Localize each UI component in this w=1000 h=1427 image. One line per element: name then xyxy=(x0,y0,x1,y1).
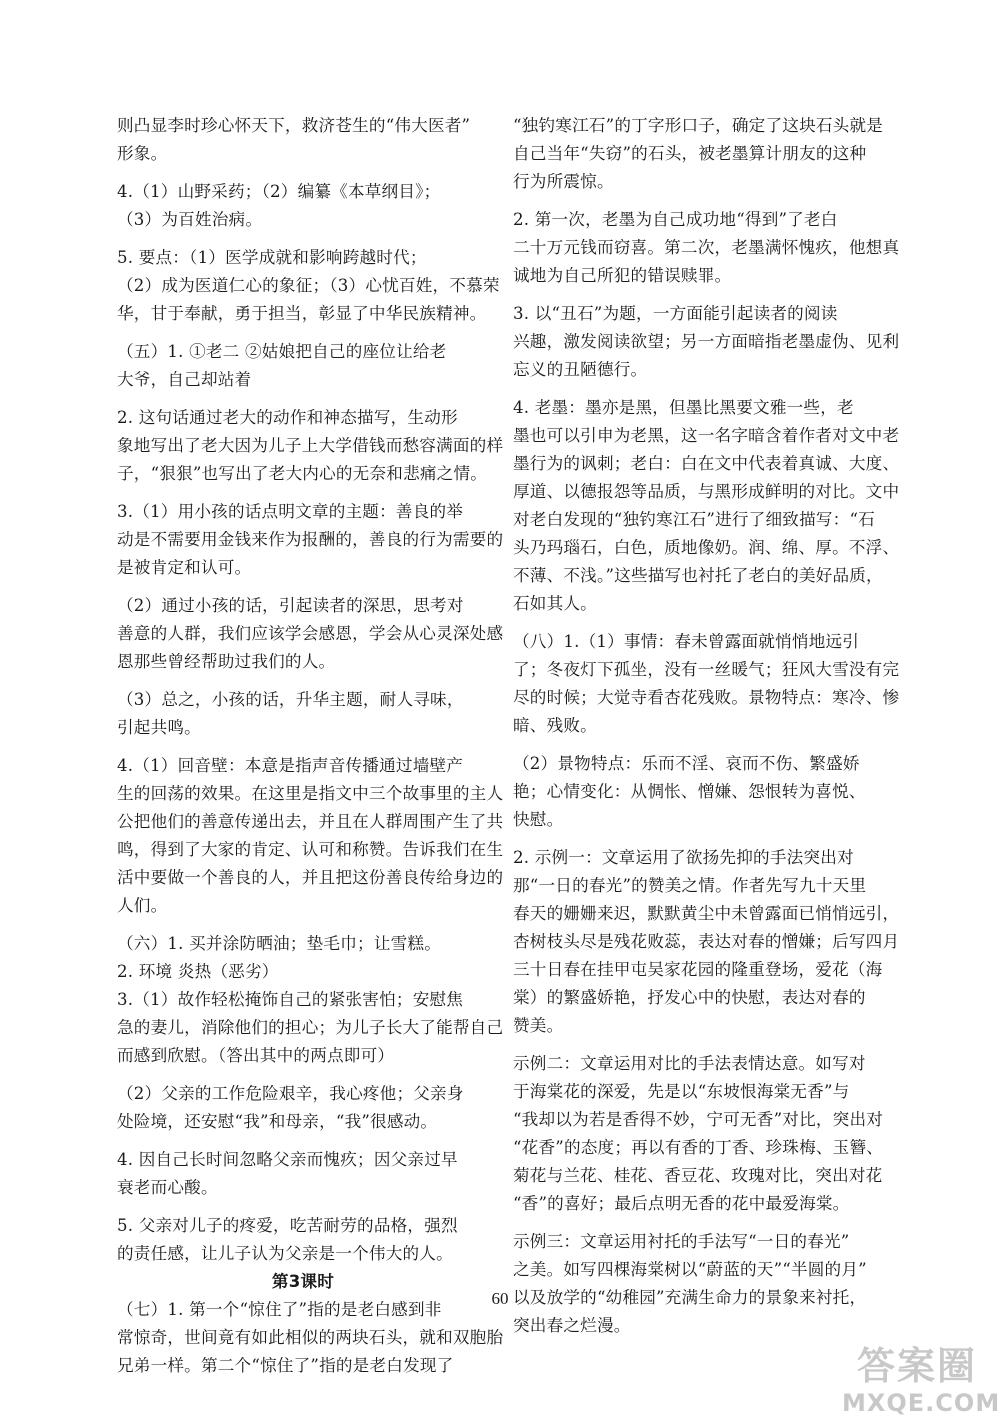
text-line: 墨也可以引申为老黑，这一名字暗含着作者对文中老 xyxy=(513,426,900,445)
text-line: 2. 示例一：文章运用了欲扬先抑的手法突出对 xyxy=(513,848,854,867)
text-line: 则凸显李时珍心怀天下，救济苍生的“伟大医者” xyxy=(117,116,471,135)
text-line: 象地写出了老大因为儿子上大学借钱而愁容满面的样 xyxy=(117,436,504,455)
text-line: 形象。 xyxy=(117,144,168,163)
right-column xyxy=(513,112,900,1340)
text-line: 引起共鸣。 xyxy=(117,718,201,737)
text-line: 鸣，得到了大家的肯定、认可和称赞。告诉我们在生 xyxy=(117,840,504,859)
paragraph-gap xyxy=(117,742,489,752)
text-line: 赞美。 xyxy=(513,1016,564,1035)
text-line: 生的回荡的效果。在这里是指文中三个故事里的主人 xyxy=(117,784,504,803)
paragraph-gap xyxy=(117,168,489,178)
text-line: 的责任感，让儿子认为父亲是一个伟大的人。 xyxy=(117,1244,453,1263)
text-line: 3. 以“丑石”为题，一方面能引起读者的阅读 xyxy=(513,304,838,323)
text-line: （3）总之，小孩的话，升华主题，耐人寻味， xyxy=(117,690,464,709)
text-line: 厚道、以德报怨等品质，与黑形成鲜明的对比。文中 xyxy=(513,482,900,501)
text-line: 急的妻儿，消除他们的担心；为儿子长大了能帮自己 xyxy=(117,1018,504,1037)
text-line: 3.（1）用小孩的话点明文章的主题：善良的举 xyxy=(117,502,464,521)
text-line: 暗、残败。 xyxy=(513,716,597,735)
paragraph-gap xyxy=(117,1136,489,1146)
paragraph-gap xyxy=(117,488,489,498)
text-line: 快慰。 xyxy=(513,810,564,829)
text-line: 二十万元钱而窃喜。第二次，老墨满怀愧疚，他想真 xyxy=(513,238,900,257)
text-line: “我却以为若是香得不妙，宁可无香”对比，突出对 xyxy=(513,1110,884,1129)
text-line: 兴趣，激发阅读欲望；另一方面暗指老墨虚伪、见利 xyxy=(513,332,900,351)
paragraph-gap xyxy=(513,1218,885,1228)
text-line: 了；冬夜灯下孤坐，没有一丝暖气；狂风大雪没有完 xyxy=(513,660,900,679)
text-line: “花香”的态度；再以有香的丁香、珍珠梅、玉簪、 xyxy=(513,1138,884,1157)
page-number: 60 xyxy=(491,1289,509,1308)
text-line: 以及放学的“幼稚园”充满生命力的景象来衬托， xyxy=(513,1288,867,1307)
text-line: 动是不需要用金钱来作为报酬的，善良的行为需要的 xyxy=(117,530,504,549)
text-line: 艳；心情变化：从惆怅、憎嫌、怨恨转为喜悦、 xyxy=(513,782,866,801)
text-line: 不薄、不浅。”这些描写也衬托了老白的美好品质， xyxy=(513,566,883,585)
text-line: （2）父亲的工作危险艰辛，我心疼他；父亲身 xyxy=(117,1084,464,1103)
text-line: “独钓寒江石”的丁字形口子，确定了这块石头就是 xyxy=(513,116,884,135)
text-line: 3.（1）故作轻松掩饰自己的紧张害怕；安慰焦 xyxy=(117,990,464,1009)
paragraph-gap xyxy=(117,394,489,404)
text-line: （六）1. 买并涂防晒油；垫毛巾；让雪糕。 xyxy=(117,934,441,953)
text-line: “香”的喜好；最后点明无香的花中最爱海棠。 xyxy=(513,1194,850,1213)
text-line: 2. 第一次，老墨为自己成功地“得到”了老白 xyxy=(513,210,838,229)
text-line: 2. 环境 炎热（恶劣） xyxy=(117,962,279,981)
text-line: 头乃玛瑙石，白色，质地像奶。润、绵、厚。不浮、 xyxy=(513,538,900,557)
paragraph-gap xyxy=(117,676,489,686)
text-line: （2）景物特点：乐而不淫、哀而不伤、繁盛娇 xyxy=(513,754,860,773)
text-line: 恩那些曾经帮助过我们的人。 xyxy=(117,652,336,671)
text-line: 是被肯定和认可。 xyxy=(117,558,252,577)
text-line: 子，“狠狠”也写出了老大内心的无奈和悲痛之情。 xyxy=(117,464,488,483)
text-line: 衰老而心酸。 xyxy=(117,1178,218,1197)
text-line: （2）通过小孩的话，引起读者的深思，思考对 xyxy=(117,596,464,615)
text-line: 公把他们的善意传递出去，并且在人群周围产生了共 xyxy=(117,812,504,831)
text-line: （八）1.（1）事情：春未曾露面就悄悄地远引 xyxy=(513,632,860,651)
text-line: 示例三：文章运用衬托的手法写“一日的春光” xyxy=(513,1232,850,1251)
text-line: 常惊奇，世间竟有如此相似的两块石头，就和双胞胎 xyxy=(117,1328,504,1347)
text-line: 4.（1）回音壁：本意是指声音传播通过墙壁产 xyxy=(117,756,464,775)
text-line: （七）1. 第一个“惊住了”指的是老白感到非 xyxy=(117,1300,442,1319)
paragraph-gap xyxy=(117,582,489,592)
text-line: 尽的时候；大觉寺看杏花残败。景物特点：寒冷、惨 xyxy=(513,688,900,707)
text-line: 石如其人。 xyxy=(513,594,597,613)
text-line: 三十日春在挂甲屯吴家花园的隆重登场，爱花（海 xyxy=(513,960,883,979)
text-line: 诚地为自己所犯的错误赎罪。 xyxy=(513,266,732,285)
text-line: （五）1. ①老二 ②姑娘把自己的座位让给老 xyxy=(117,342,447,361)
paragraph-gap xyxy=(117,234,489,244)
text-line: 4. 老墨：墨亦是黑，但墨比黑要文雅一些，老 xyxy=(513,398,854,417)
text-line: 对老白发现的“独钓寒江石”进行了细致描写：“石 xyxy=(513,510,875,529)
text-line: 处险境，还安慰“我”和母亲，“我”很感动。 xyxy=(117,1112,438,1131)
text-line: 春天的姗姗来迟，默默黄尘中未曾露面已悄悄远引， xyxy=(513,904,900,923)
paragraph-gap xyxy=(513,196,885,206)
paragraph-gap xyxy=(513,834,885,844)
text-line: 菊花与兰花、桂花、香豆花、玫瑰对比，突出对花 xyxy=(513,1166,883,1185)
paragraph-gap xyxy=(117,328,489,338)
text-line: 2. 这句话通过老大的动作和神态描写，生动形 xyxy=(117,408,458,427)
watermark-logo-text: 答案圈 xyxy=(856,1344,977,1388)
text-line: 于海棠花的深爱，先是以“东坡恨海棠无香”与 xyxy=(513,1082,850,1101)
text-line: 忘义的丑陋德行。 xyxy=(513,360,648,379)
text-line: 杏树枝头尽是残花败蕊，表达对春的憎嫌；后写四月 xyxy=(513,932,900,951)
text-line: 活中要做一个善良的人，并且把这份善良传给身边的 xyxy=(117,868,504,887)
paragraph-gap xyxy=(513,384,885,394)
text-line: 善意的人群，我们应该学会感恩，学会从心灵深处感 xyxy=(117,624,504,643)
text-line: 华，甘于奉献，勇于担当，彰显了中华民族精神。 xyxy=(117,304,487,323)
text-line: 5. 父亲对儿子的疼爱，吃苦耐劳的品格，强烈 xyxy=(117,1216,458,1235)
text-line: 那“一日的春光”的赞美之情。作者先写九十天里 xyxy=(513,876,867,895)
text-line: 行为所震惊。 xyxy=(513,172,614,191)
paragraph-gap xyxy=(513,1040,885,1050)
text-line: （2）成为医道仁心的象征；（3）心忧百姓，不慕荣 xyxy=(117,276,500,295)
text-line: 墨行为的讽刺；老白：白在文中代表着真诚、大度、 xyxy=(513,454,900,473)
text-line: 5. 要点：（1）医学成就和影响跨越时代； xyxy=(117,248,427,267)
watermark-url: MXQE.COM xyxy=(842,1389,1000,1417)
text-line: 突出春之烂漫。 xyxy=(513,1316,631,1335)
text-line: （3）为百姓治病。 xyxy=(117,210,263,229)
text-line: 4. 因自己长时间忽略父亲而愧疚；因父亲过早 xyxy=(117,1150,458,1169)
text-line: 人们。 xyxy=(117,896,168,915)
paragraph-gap xyxy=(513,618,885,628)
section-heading: 第3课时 xyxy=(271,1272,335,1291)
text-line: 自己当年“失窃”的石头，被老墨算计朋友的这种 xyxy=(513,144,867,163)
paragraph-gap xyxy=(117,1202,489,1212)
paragraph-gap xyxy=(117,920,489,930)
text-line: 棠）的繁盛娇艳，抒发心中的快慰，表达对春的 xyxy=(513,988,866,1007)
text-line: 大爷，自己却站着 xyxy=(117,370,252,389)
text-line: 之美。如写四棵海棠树以“蔚蓝的天”“半圆的月” xyxy=(513,1260,867,1279)
text-line: 兄弟一样。第二个“惊住了”指的是老白发现了 xyxy=(117,1356,454,1375)
paragraph-gap xyxy=(513,740,885,750)
text-line: 而感到欣慰。（答出其中的两点即可） xyxy=(117,1046,395,1065)
paragraph-gap xyxy=(513,290,885,300)
text-line: 示例二：文章运用对比的手法表情达意。如写对 xyxy=(513,1054,866,1073)
watermark-logo xyxy=(842,1343,1000,1421)
text-line: 4.（1）山野采药；（2）编纂《本草纲目》； xyxy=(117,182,441,201)
paragraph-gap xyxy=(117,1070,489,1080)
